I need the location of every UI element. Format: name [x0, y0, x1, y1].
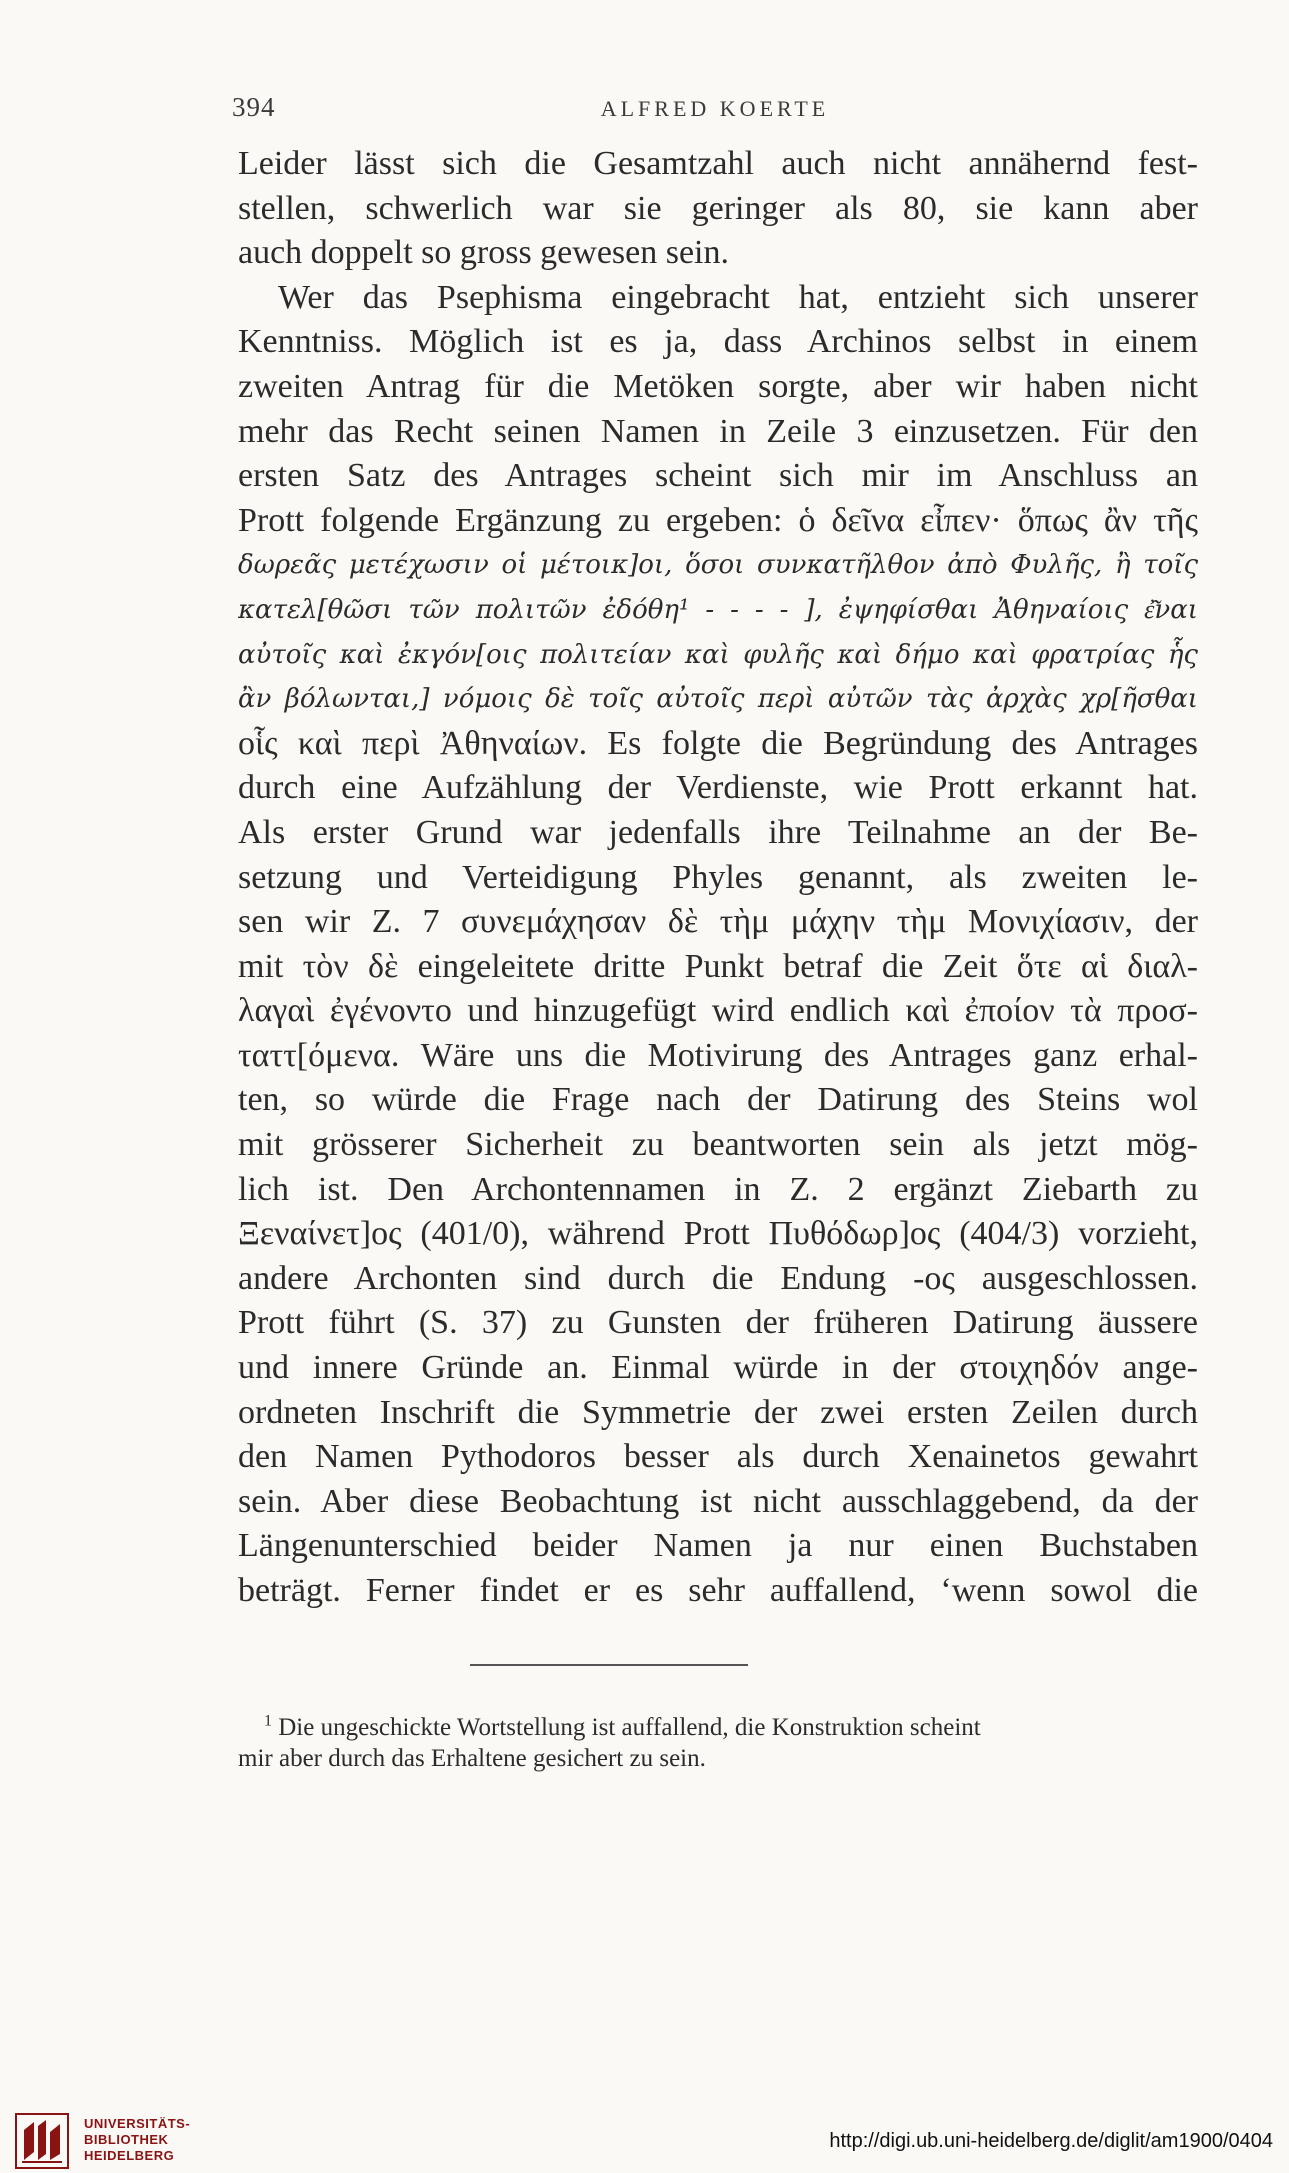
text-line: ordneten Inschrift die Symmetrie der zwei ersten Zeilen durch [238, 1393, 1198, 1431]
institution-line: HEIDELBERG [84, 2148, 175, 2163]
text-line: mit τὸν δὲ eingeleitete dritte Punkt betraf die Zeit ὅτε αἱ διαλ- [238, 947, 1198, 985]
footnote-line-continued: mir aber durch das Erhaltene gesichert zu sein. [238, 1745, 706, 1772]
text-line: οἷς καὶ περὶ Ἀθηναίων. Es folgte die Begründung des Antrages [238, 724, 1198, 762]
text-line: Kenntniss. Möglich ist es ja, dass Archinos selbst in einem [238, 323, 1198, 361]
text-line: mehr das Recht seinen Namen in Zeile 3 einzusetzen. Für den [238, 412, 1198, 450]
text-line: Prott führt (S. 37) zu Gunsten der früheren Datirung äussere [238, 1304, 1198, 1342]
text-line: Wer das Psephisma eingebracht hat, entzieht sich unserer [278, 278, 1198, 316]
footnote-divider [470, 1664, 748, 1666]
text-line: Längenunterschied beider Namen ja nur einen Buchstaben [238, 1527, 1198, 1565]
page-number: 394 [232, 92, 276, 122]
footnotes [238, 1712, 1198, 1774]
text-line: zweiten Antrag für die Metöken sorgte, aber wir haben nicht [238, 367, 1198, 405]
institution-name [84, 2116, 190, 2164]
text-line-greek: κατελ[θῶσι τῶν πολιτῶν ἐδόθη¹ - - - - ], ἐψηφίσθαι Ἀθηναίοις ἐ͂ναι [238, 594, 1198, 625]
text-line: Prott folgende Ergänzung zu ergeben: ὁ δεῖνα εἶπεν· ὅπως ἂν τῆς [238, 501, 1198, 539]
footer [0, 2108, 1289, 2173]
text-line: andere Archonten sind durch die Endung -ος ausgeschlossen. [238, 1259, 1198, 1297]
text-line: auch doppelt so gross gewesen sein. [238, 234, 730, 272]
institution-line: UNIVERSITÄTS- [84, 2116, 191, 2131]
text-line: beträgt. Ferner findet er es sehr auffallend, ‘wenn sowol die [238, 1572, 1198, 1609]
text-line: und innere Gründe an. Einmal würde in der στοιχηδόν ange- [238, 1349, 1198, 1387]
text-line: den Namen Pythodoros besser als durch Xenainetos gewahrt [238, 1438, 1198, 1476]
running-head-author: ALFRED KOERTE [600, 96, 830, 121]
text-line: setzung und Verteidigung Phyles genannt, als zweiten le- [238, 858, 1198, 896]
text-line: durch eine Aufzählung der Verdienste, wie Prott erkannt hat. [238, 769, 1198, 807]
text-line: mit grösserer Sicherheit zu beantworten sein als jetzt mög- [238, 1126, 1198, 1164]
footnote-line: Die ungeschickte Wortstellung ist auffallend, die Konstruktion scheint [278, 1714, 981, 1741]
text-line: ten, so würde die Frage nach der Datirung des Steins wol [238, 1081, 1198, 1119]
text-line: Ξεναίνετ]ος (401/0), während Prott Πυθόδωρ]ος (404/3) vorzieht, [238, 1215, 1198, 1253]
text-line: stellen, schwerlich war sie geringer als 80, sie kann aber [238, 189, 1198, 227]
source-url-link[interactable]: http://digi.ub.uni-heidelberg.de/diglit/am1900/0404 [829, 2130, 1273, 2152]
text-line: λαγαὶ ἐγένοντο und hinzugefügt wird endlich καὶ ἐποίον τὰ προσ- [238, 992, 1198, 1030]
text-line: ταττ[όμενα. Wäre uns die Motivirung des Antrages ganz erhal- [238, 1036, 1198, 1074]
text-line: sen wir Z. 7 συνεμάχησαν δὲ τὴμ μάχην τὴμ Μονιχίασιν, der [238, 903, 1198, 941]
text-line: sein. Aber diese Beobachtung ist nicht ausschlaggebend, da der [238, 1482, 1198, 1520]
institution-line: BIBLIOTHEK [84, 2132, 169, 2147]
footnote [238, 1712, 1198, 1743]
footnote-mark: 1 [264, 1712, 272, 1730]
heidelberg-library-logo-icon [14, 2112, 70, 2170]
text-line: Als erster Grund war jedenfalls ihre Teilnahme an der Be- [238, 813, 1198, 851]
running-head [232, 92, 1198, 128]
text-line: ersten Satz des Antrages scheint sich mir im Anschluss an [238, 457, 1198, 495]
text-line: Leider lässt sich die Gesamtzahl auch nicht annähernd fest- [238, 145, 1198, 182]
text-line-greek: ἂν βόλωνται,] νόμοις δὲ τοῖς αὐτοῖς περὶ αὐτῶν τὰς ἀρχὰς χρ[ῆσθαι [238, 684, 1198, 715]
text-line-greek: αὐτοῖς καὶ ἐκγόν[οις πολιτείαν καὶ φυλῆς καὶ δήμο καὶ φρατρίας ἧς [238, 639, 1198, 670]
text-line-greek: δωρεᾶς μετέχωσιν οἱ μέτοικ]οι, ὅσοι συνκατῆλθον ἀπὸ Φυλῆς, ἢ τοῖς [238, 550, 1198, 581]
body-text [238, 142, 1198, 1614]
text-line: lich ist. Den Archontennamen in Z. 2 ergänzt Ziebarth zu [238, 1170, 1198, 1208]
